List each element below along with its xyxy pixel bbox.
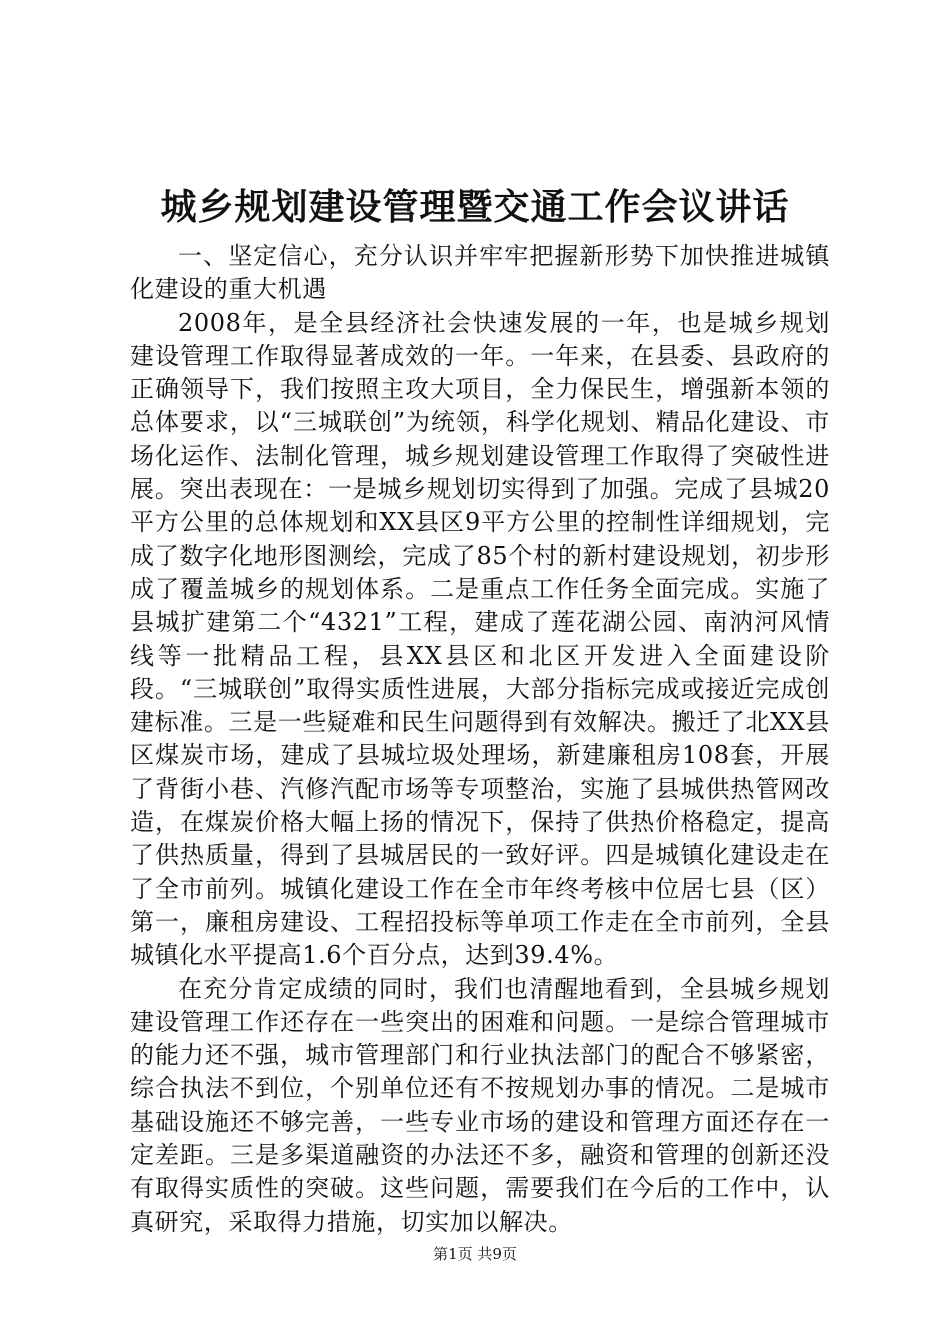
body-paragraph: 2008年，是全县经济社会快速发展的一年，也是城乡规划建设管理工作取得显著成效的一年。一年来，在县委、县政府的正确领导下，我们按照主攻大项目，全力保民生，增强新本领的总体要求，以“三城联创”为统领，科学化规划、精品化建设、市场化运作、法制化管理，城乡规划建设管理工作取得了突破性进展。突出表现在：一是城乡规划切实得到了加强。完成了县城20平方公里的总体规划和XX县区9平方公里的控制性详细规划，完成了数字化地形图测绘，完成了85个村的新村建设规划，初步形成了覆盖城乡的规划体系。二是重点工作任务全面完成。实施了县城扩建第二个“4321”工程，建成了莲花湖公园、南汭河风情线等一批精品工程，县XX县区和北区开发进入全面建设阶段。“三城联创”取得实质性进展，大部分指标完成或接近完成创建标准。三是一些疑难和民生问题得到有效解决。搬迁了北XX县区煤炭市场，建成了县城垃圾处理场，新建廉租房108套，开展了背街小巷、汽修汽配市场等专项整治，实施了县城供热管网改造，在煤炭价格大幅上扬的情况下，保持了供热价格稳定，提高了供热质量，得到了县城居民的一致好评。四是城镇化建设走在了全市前列。城镇化建设工作在全市年终考核中位居七县（区）第一，廉租房建设、工程招投标等单项工作走在全市前列，全县城镇化水平提高1.6个百分点，达到39.4%。 — [130, 308, 830, 970]
document-title: 城乡规划建设管理暨交通工作会议讲话 — [160, 187, 790, 228]
document-body — [130, 240, 830, 1239]
section-heading-paragraph: 一、坚定信心，充分认识并牢牢把握新形势下加快推进城镇化建设的重大机遇 — [130, 242, 830, 304]
page-footer: 第1页 共9页 — [433, 1245, 517, 1263]
body-paragraph: 在充分肯定成绩的同时，我们也清醒地看到，全县城乡规划建设管理工作还存在一些突出的困难和问题。一是综合管理城市的能力还不强，城市管理部门和行业执法部门的配合不够紧密，综合执法不到位，个别单位还有不按规划办事的情况。二是城市基础设施还不够完善，一些专业市场的建设和管理方面还存在一定差距。三是多渠道融资的办法还不多，融资和管理的创新还没有取得实质性的突破。这些问题，需要我们在今后的工作中，认真研究，采取得力措施，切实加以解决。 — [130, 974, 830, 1236]
